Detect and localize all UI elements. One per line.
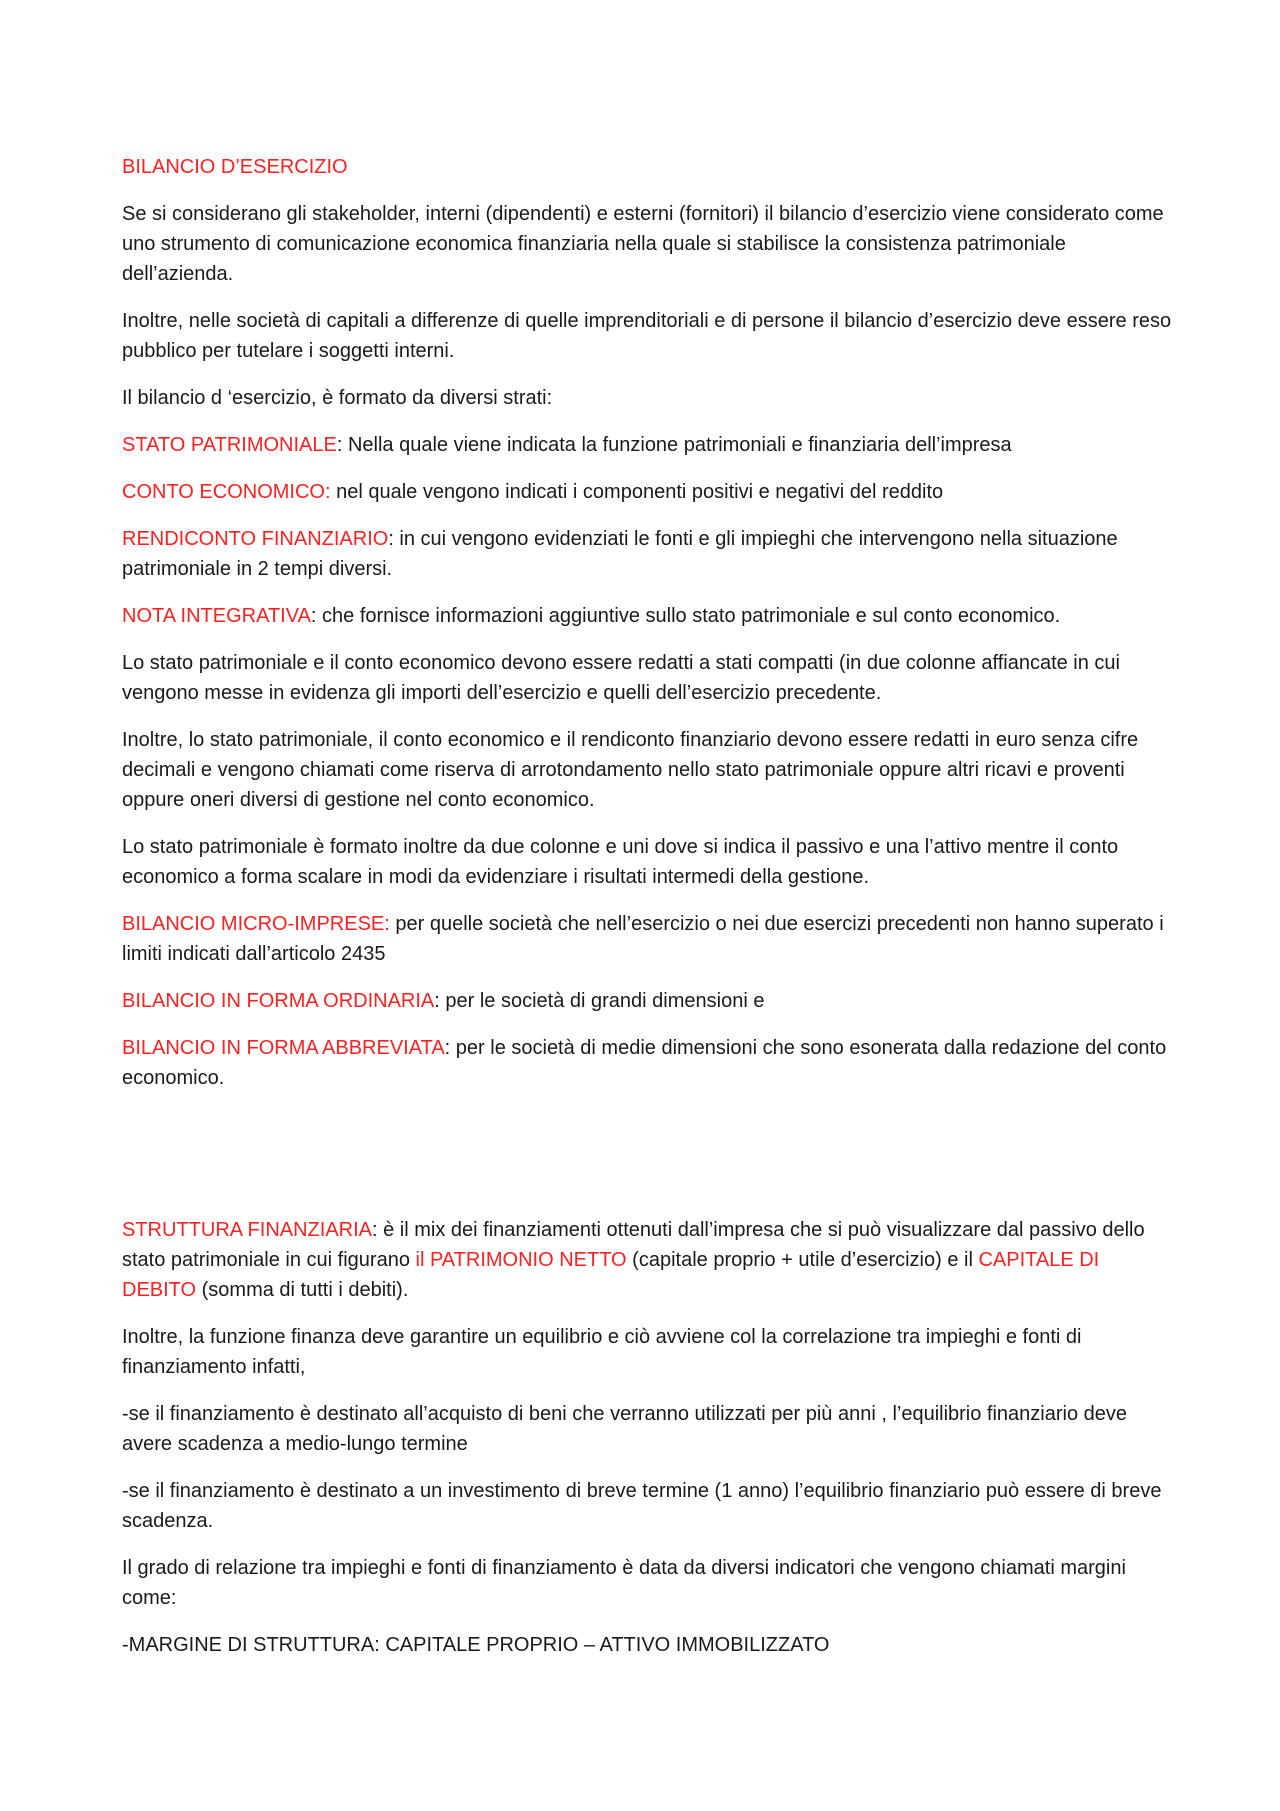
term-text: : in cui vengono evidenziati le fonti e gli impieghi che intervengono nella situazione patrimoniale in 2 tempi diversi. xyxy=(122,528,1118,580)
term-text: : per le società di medie dimensioni che sono esonerata dalla redazione del conto economico. xyxy=(122,1037,1167,1089)
term-label: il PATRIMONIO NETTO xyxy=(415,1249,627,1271)
document-body xyxy=(122,152,1172,1677)
paragraph: Il bilancio d ‘esercizio, è formato da diversi strati: xyxy=(122,387,553,409)
term-label: BILANCIO IN FORMA ORDINARIA xyxy=(122,990,435,1012)
term-label: NOTA INTEGRATIVA xyxy=(122,605,311,627)
term-text: : Nella quale viene indicata la funzione patrimoniali e finanziaria dell’impresa xyxy=(336,434,1012,456)
term-label: BILANCIO MICRO-IMPRESE: xyxy=(122,913,390,935)
paragraph: Inoltre, la funzione finanza deve garantire un equilibrio e ciò avviene col la correlazione tra impieghi e fonti di finanziamento infatti, xyxy=(122,1326,1082,1378)
paragraph: Inoltre, lo stato patrimoniale, il conto economico e il rendiconto finanziario devono essere redatti in euro senza cifre decimali e vengono chiamati come riserva di arrotondamento nello stato patrimoniale oppure altri ricavi e proventi oppure oneri diversi di gestione nel conto economico. xyxy=(122,729,1139,811)
paragraph: Lo stato patrimoniale e il conto economico devono essere redatti a stati compatti (in due colonne affiancate in cui vengono messe in evidenza gli importi dell’esercizio e quelli dell’esercizio precedente. xyxy=(122,652,1120,704)
title-text: BILANCIO D’ESERCIZIO xyxy=(122,156,348,178)
term-label: CAPITALE DI DEBITO xyxy=(122,1249,1100,1301)
paragraph: Il grado di relazione tra impieghi e fonti di finanziamento è data da diversi indicatori che vengono chiamati margini come: xyxy=(122,1557,1126,1609)
definition-conto-economico xyxy=(122,477,1172,507)
paragraph: -se il finanziamento è destinato a un investimento di breve termine (1 anno) l’equilibrio finanziario può essere di breve scadenza. xyxy=(122,1480,1162,1532)
paragraph: -se il finanziamento è destinato all’acquisto di beni che verranno utilizzati per più anni , l’equilibrio finanziario deve avere scadenza a medio-lungo termine xyxy=(122,1403,1128,1455)
term-label: RENDICONTO FINANZIARIO xyxy=(122,528,389,550)
definition-struttura-finanziaria xyxy=(122,1215,1172,1305)
paragraph: -MARGINE DI STRUTTURA: CAPITALE PROPRIO – ATTIVO IMMOBILIZZATO xyxy=(122,1634,830,1656)
definition-forma-ordinaria xyxy=(122,986,1172,1016)
paragraph: Se si considerano gli stakeholder, interni (dipendenti) e esterni (fornitori) il bilancio d’esercizio viene considerato come uno strumento di comunicazione economica finanziaria nella quale si stabilisce la consistenza patrimoniale dell’azienda. xyxy=(122,203,1164,285)
definition-micro-imprese xyxy=(122,909,1172,969)
definition-rendiconto xyxy=(122,524,1172,584)
definition-forma-abbreviata xyxy=(122,1033,1172,1093)
term-text: (capitale proprio + utile d’esercizio) e il xyxy=(626,1249,979,1271)
definition-stato-patrimoniale xyxy=(122,430,1172,460)
definition-nota-integrativa xyxy=(122,601,1172,631)
term-text: per quelle società che nell’esercizio o nei due esercizi precedenti non hanno superato i limiti indicati dall’articolo 2435 xyxy=(122,913,1164,965)
term-label: CONTO ECONOMICO: xyxy=(122,481,331,503)
term-label: STRUTTURA FINANZIARIA xyxy=(122,1219,373,1241)
term-text: : per le società di grandi dimensioni e xyxy=(434,990,765,1012)
paragraph: Lo stato patrimoniale è formato inoltre da due colonne e uni dove si indica il passivo e una l’attivo mentre il conto economico a forma scalare in modi da evidenziare i risultati intermedi della gestione. xyxy=(122,836,1119,888)
term-text: (somma di tutti i debiti). xyxy=(196,1279,409,1301)
section-title xyxy=(122,152,1172,182)
term-text: : che fornisce informazioni aggiuntive sullo stato patrimoniale e sul conto economico. xyxy=(310,605,1061,627)
paragraph: Inoltre, nelle società di capitali a differenze di quelle imprenditoriali e di persone il bilancio d’esercizio deve essere reso pubblico per tutelare i soggetti interni. xyxy=(122,310,1172,362)
term-text: nel quale vengono indicati i componenti positivi e negativi del reddito xyxy=(330,481,944,503)
term-label: BILANCIO IN FORMA ABBREVIATA xyxy=(122,1037,445,1059)
section-spacer xyxy=(122,1110,1172,1215)
term-label: STATO PATRIMONIALE xyxy=(122,434,337,456)
term-text: : è il mix dei finanziamenti ottenuti dall’impresa che si può visualizzare dal passivo dello stato patrimoniale in cui figurano xyxy=(122,1219,1145,1271)
